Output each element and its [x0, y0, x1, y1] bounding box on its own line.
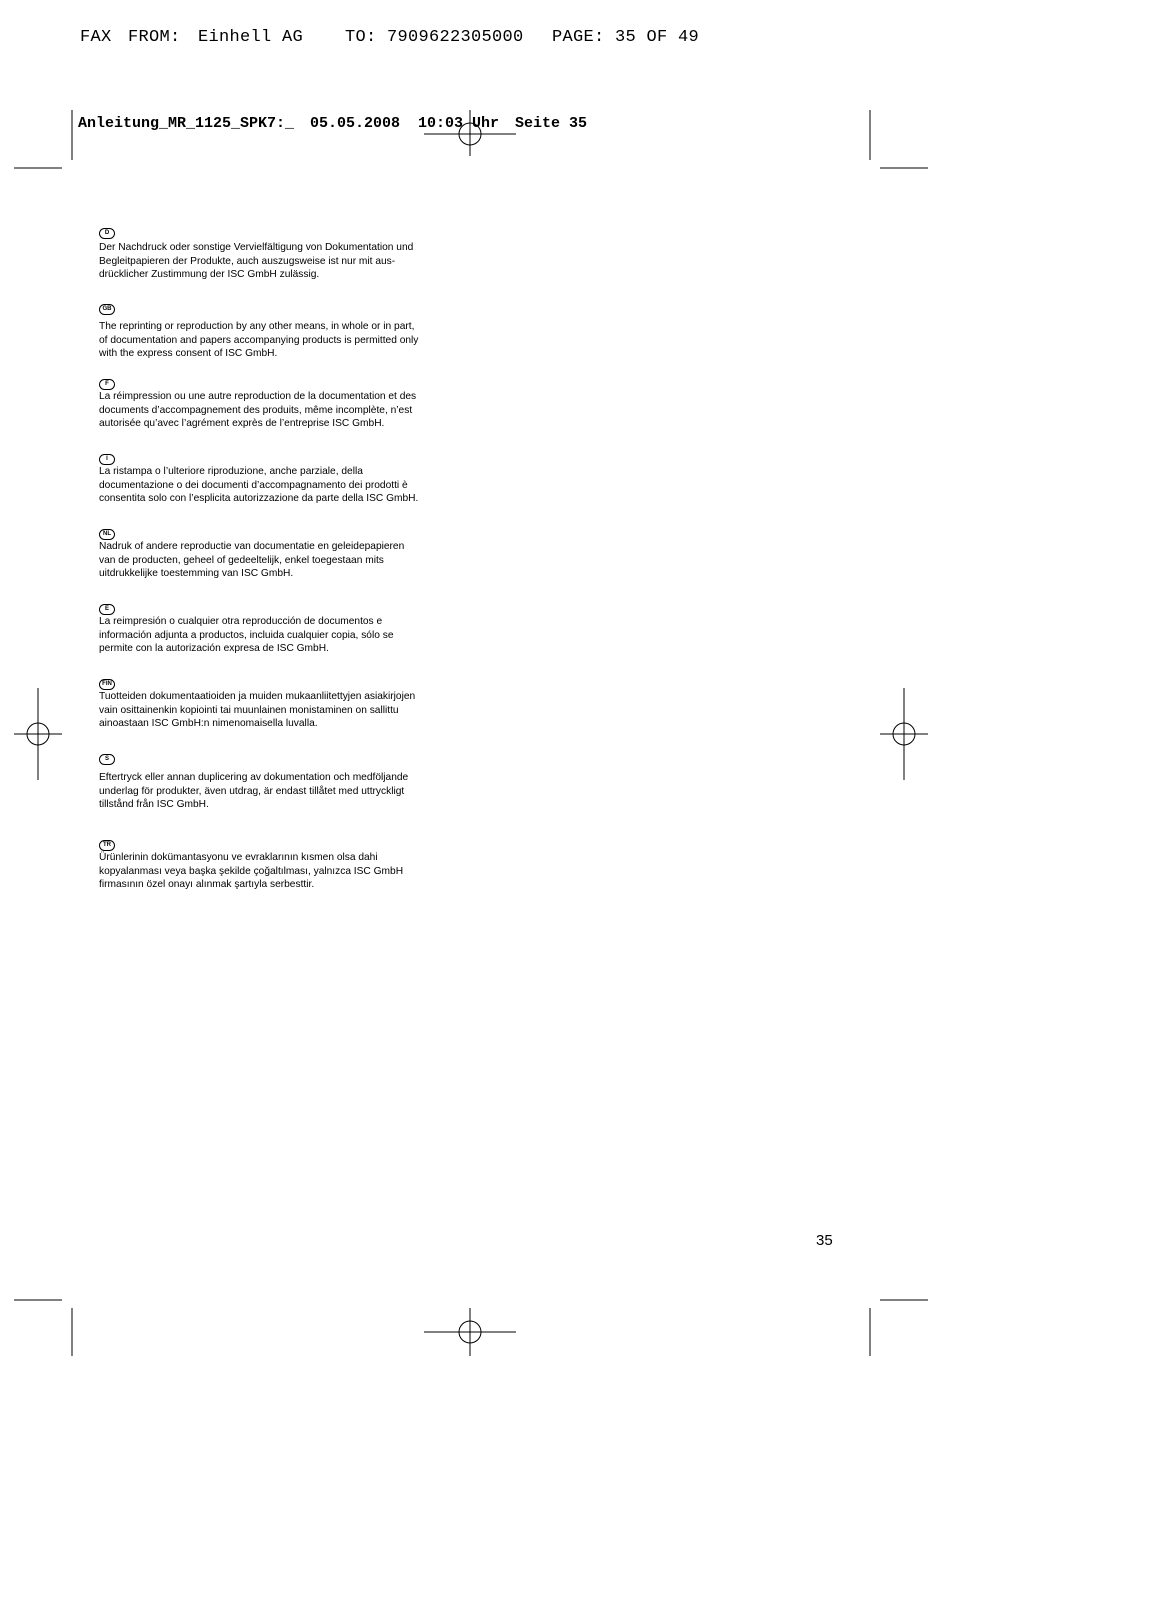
- notice-fr: [99, 376, 469, 431]
- notice-it: [99, 451, 469, 506]
- notice-text-es: La reimpresión o cualquier otra reproducción de documentos e información adjunta a productos, incluida cualquier copia, sólo se permite con la autorización expresa de ISC GmbH.: [99, 616, 394, 655]
- language-badge-fr: F: [99, 379, 115, 390]
- notice-text-fi: Tuotteiden dokumentaatioiden ja muiden mukaanliitettyjen asiakirjojen vain osittainenkin kopiointi tai muunlainen monistaminen on sallittu ainoastaan ISC GmbH:n nimenomaisella luvalla.: [99, 691, 416, 730]
- fax-from-label: FROM:: [128, 28, 181, 47]
- notice-de: [99, 225, 469, 282]
- language-badge-tr: TR: [99, 840, 115, 851]
- slug-filename: Anleitung_MR_1125_SPK7:_: [78, 115, 295, 132]
- fax-recipient: TO: 7909622305000: [345, 28, 524, 47]
- fax-sender: Einhell AG: [198, 28, 304, 47]
- fax-page-count: PAGE: 35 OF 49: [552, 28, 700, 47]
- language-badge-es: E: [99, 604, 115, 615]
- slug-page: Seite 35: [515, 115, 588, 132]
- language-badge-de: D: [99, 228, 115, 239]
- notice-tr: [99, 837, 469, 892]
- fax-label: FAX: [80, 28, 112, 47]
- notice-se: [99, 751, 469, 812]
- notice-text-tr: Ürünlerinin dokümantasyonu ve evraklarının kısmen olsa dahi kopyalanması veya başka şekilde çoğaltılması, yalnızca ISC GmbH firmasının özel onayı alınmak şartıyla serbesttir.: [99, 852, 404, 891]
- notice-text-nl: Nadruk of andere reproductie van documentatie en geleidepapieren van de producten, geheel of gedeeltelijk, enkel toegestaan mits uitdrukkelijke toestemming van ISC GmbH.: [99, 541, 405, 580]
- notice-es: [99, 601, 469, 656]
- language-badge-fi: FIN: [99, 679, 115, 690]
- language-badge-se: S: [99, 754, 115, 765]
- language-badge-it: I: [99, 454, 115, 465]
- notice-text-fr: La réimpression ou une autre reproduction de la documentation et des documents d’accompagnement des produits, même incomplète, n’est autorisée qu’avec l’agrément exprès de l’entreprise ISC GmbH.: [99, 391, 417, 430]
- notice-fi: [99, 676, 469, 731]
- notice-text-gb: The reprinting or reproduction by any other means, in whole or in part, of documentation and papers accompanying products is permitted only with the express consent of ISC GmbH.: [99, 321, 419, 360]
- notice-text-se: Eftertryck eller annan duplicering av dokumentation och medföljande underlag för produkter, även utdrag, är endast tillåtet med uttryckligt tillstånd från ISC GmbH.: [99, 772, 409, 811]
- slug-time: 10:03 Uhr: [418, 115, 500, 132]
- notice-text-de: Der Nachdruck oder sonstige Vervielfältigung von Dokumentation und Begleitpapieren der Produkte, auch auszugsweise ist nur mit aus- drücklicher Zustimmung der ISC GmbH zulässig.: [99, 242, 414, 281]
- notice-nl: [99, 526, 469, 581]
- language-badge-nl: NL: [99, 529, 115, 540]
- language-badge-gb: GB: [99, 304, 115, 315]
- notice-gb: [99, 301, 469, 361]
- slug-date: 05.05.2008: [310, 115, 401, 132]
- notice-text-it: La ristampa o l’ulteriore riproduzione, anche parziale, della documentazione o dei documenti d’accompagnamento dei prodotti è consentita solo con l’esplicita autorizzazione da parte della ISC GmbH.: [99, 466, 419, 505]
- page-number: 35: [816, 1232, 833, 1249]
